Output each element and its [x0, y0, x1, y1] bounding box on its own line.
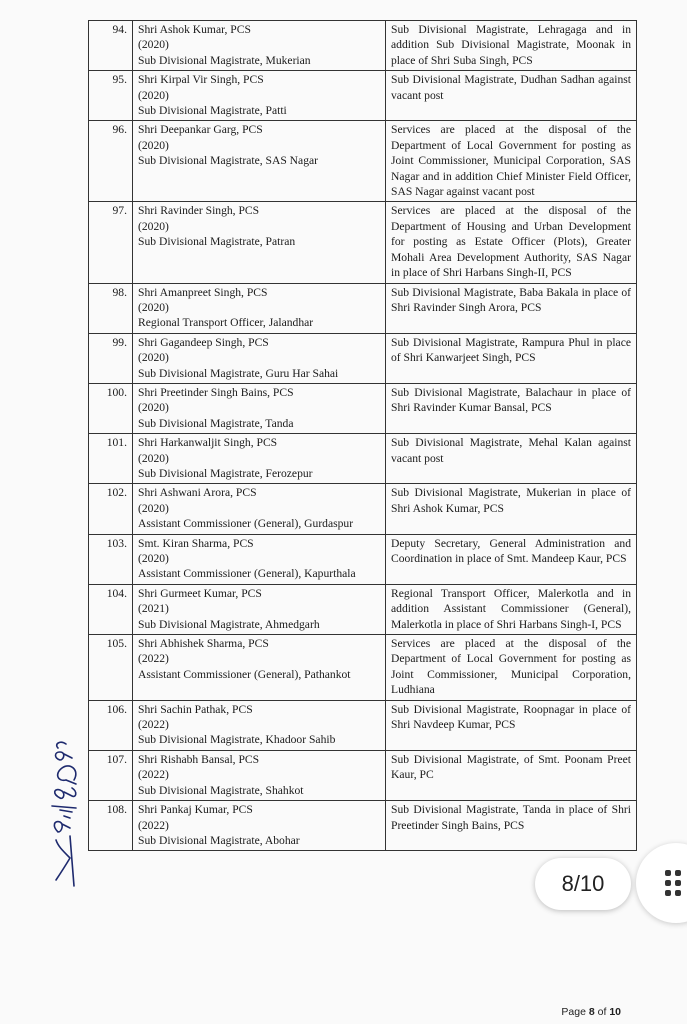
serial-number: 94.	[89, 21, 133, 71]
serial-number: 103.	[89, 534, 133, 584]
serial-number: 96.	[89, 121, 133, 202]
page-footer: Page 8 of 10	[561, 1006, 621, 1018]
officer-cell	[133, 801, 386, 851]
table-row	[89, 21, 637, 71]
officer-batch: (2022)	[138, 818, 169, 832]
serial-number: 104.	[89, 584, 133, 634]
new-posting: Services are placed at the disposal of the Department of Local Government for posting as Joint Commissioner, Municipal Corporation, Ludhiana	[386, 635, 637, 701]
current-posting: Sub Divisional Magistrate, Patti	[138, 104, 287, 118]
new-posting: Sub Divisional Magistrate, Rampura Phul in place of Shri Kanwarjeet Singh, PCS	[386, 333, 637, 383]
table-row	[89, 434, 637, 484]
serial-number: 107.	[89, 750, 133, 800]
officer-cell	[133, 333, 386, 383]
serial-number: 105.	[89, 635, 133, 701]
officer-batch: (2020)	[138, 451, 169, 465]
officer-name: Shri Ravinder Singh, PCS	[138, 204, 260, 218]
current-posting: Sub Divisional Magistrate, SAS Nagar	[138, 154, 319, 168]
officer-batch: (2020)	[138, 401, 169, 415]
page-indicator[interactable]	[535, 858, 631, 910]
current-posting: Sub Divisional Magistrate, Shahkot	[138, 783, 304, 797]
officer-batch: (2020)	[138, 88, 169, 102]
new-posting: Sub Divisional Magistrate, Mukerian in place of Shri Ashok Kumar, PCS	[386, 484, 637, 534]
serial-number: 97.	[89, 202, 133, 283]
current-posting: Sub Divisional Magistrate, Mukerian	[138, 53, 311, 67]
table-row	[89, 700, 637, 750]
officer-name: Shri Amanpreet Singh, PCS	[138, 285, 268, 299]
new-posting: Sub Divisional Magistrate, Balachaur in place of Shri Ravinder Kumar Bansal, PCS	[386, 383, 637, 433]
officer-name: Shri Ashwani Arora, PCS	[138, 486, 257, 500]
officer-batch: (2020)	[138, 351, 169, 365]
officer-name: Shri Rishabh Bansal, PCS	[138, 752, 260, 766]
serial-number: 106.	[89, 700, 133, 750]
table-row	[89, 202, 637, 283]
current-posting: Assistant Commissioner (General), Gurdaspur	[138, 517, 354, 531]
officer-cell	[133, 584, 386, 634]
new-posting: Sub Divisional Magistrate, Tanda in place of Shri Preetinder Singh Bains, PCS	[386, 801, 637, 851]
officer-name: Smt. Kiran Sharma, PCS	[138, 536, 254, 550]
grid-dots-icon	[665, 870, 687, 896]
signature	[36, 740, 86, 890]
table-row	[89, 801, 637, 851]
officer-cell	[133, 283, 386, 333]
officer-name: Shri Kirpal Vir Singh, PCS	[138, 73, 264, 87]
page-indicator-text: 8/10	[561, 871, 605, 896]
table-row	[89, 484, 637, 534]
table-row	[89, 584, 637, 634]
new-posting: Services are placed at the disposal of the Department of Local Government for posting as Joint Commissioner, Municipal Corporation, SAS Nagar and in addition Chief Minister Field Officer, SAS Nagar against vacant post	[386, 121, 637, 202]
officer-batch: (2021)	[138, 602, 169, 616]
officer-name: Shri Pankaj Kumar, PCS	[138, 803, 253, 817]
officer-cell	[133, 383, 386, 433]
serial-number: 95.	[89, 71, 133, 121]
current-posting: Sub Divisional Magistrate, Guru Har Sahai	[138, 366, 339, 380]
current-posting: Assistant Commissioner (General), Pathankot	[138, 667, 351, 681]
serial-number: 108.	[89, 801, 133, 851]
officer-batch: (2020)	[138, 138, 169, 152]
new-posting: Regional Transport Officer, Malerkotla and in addition Assistant Commissioner (General), Malerkotla in place of Shri Harbans Singh-I, PCS	[386, 584, 637, 634]
officer-batch: (2022)	[138, 718, 169, 732]
officer-cell	[133, 71, 386, 121]
officer-cell	[133, 202, 386, 283]
table-row	[89, 121, 637, 202]
officer-batch: (2020)	[138, 38, 169, 52]
officer-name: Shri Gagandeep Singh, PCS	[138, 335, 269, 349]
serial-number: 99.	[89, 333, 133, 383]
current-posting: Sub Divisional Magistrate, Ahmedgarh	[138, 617, 320, 631]
new-posting: Sub Divisional Magistrate, Lehragaga and in addition Sub Divisional Magistrate, Moonak in place of Shri Suba Singh, PCS	[386, 21, 637, 71]
officer-batch: (2020)	[138, 501, 169, 515]
menu-button[interactable]	[636, 843, 687, 923]
current-posting: Regional Transport Officer, Jalandhar	[138, 316, 314, 330]
table-row	[89, 635, 637, 701]
current-posting: Sub Divisional Magistrate, Tanda	[138, 416, 294, 430]
officer-cell	[133, 484, 386, 534]
transfer-orders-table	[88, 20, 637, 851]
table-row	[89, 383, 637, 433]
new-posting: Services are placed at the disposal of the Department of Housing and Urban Development for posting as Estate Officer (Plots), Greater Mohali Area Development Authority, SAS Nagar in place of Shri Harbans Singh-II, PCS	[386, 202, 637, 283]
table-row	[89, 534, 637, 584]
officer-batch: (2020)	[138, 300, 169, 314]
new-posting: Sub Divisional Magistrate, Roopnagar in place of Shri Navdeep Kumar, PCS	[386, 700, 637, 750]
serial-number: 100.	[89, 383, 133, 433]
serial-number: 98.	[89, 283, 133, 333]
officer-cell	[133, 700, 386, 750]
officer-batch: (2020)	[138, 552, 169, 565]
current-posting: Sub Divisional Magistrate, Khadoor Sahib	[138, 733, 336, 747]
current-posting: Sub Divisional Magistrate, Abohar	[138, 833, 300, 847]
table-row	[89, 750, 637, 800]
officer-name: Shri Abhishek Sharma, PCS	[138, 637, 269, 651]
officer-name: Shri Preetinder Singh Bains, PCS	[138, 385, 294, 399]
current-posting: Sub Divisional Magistrate, Patran	[138, 235, 296, 249]
officer-cell	[133, 121, 386, 202]
table-row	[89, 333, 637, 383]
officer-batch: (2022)	[138, 652, 169, 666]
new-posting: Sub Divisional Magistrate, Mehal Kalan against vacant post	[386, 434, 637, 484]
officer-name: Shri Gurmeet Kumar, PCS	[138, 586, 262, 600]
new-posting: Sub Divisional Magistrate, Baba Bakala in place of Shri Ravinder Singh Arora, PCS	[386, 283, 637, 333]
officer-name: Shri Deepankar Garg, PCS	[138, 123, 263, 137]
officer-name: Shri Harkanwaljit Singh, PCS	[138, 436, 278, 450]
officer-cell	[133, 750, 386, 800]
table-row	[89, 71, 637, 121]
officer-cell	[133, 534, 386, 584]
new-posting: Sub Divisional Magistrate, of Smt. Poonam Preet Kaur, PC	[386, 750, 637, 800]
officer-name: Shri Ashok Kumar, PCS	[138, 23, 251, 36]
current-posting: Assistant Commissioner (General), Kapurthala	[138, 567, 356, 581]
officer-batch: (2020)	[138, 219, 169, 233]
officer-cell	[133, 635, 386, 701]
officer-name: Shri Sachin Pathak, PCS	[138, 702, 253, 716]
officer-cell	[133, 434, 386, 484]
new-posting: Sub Divisional Magistrate, Dudhan Sadhan against vacant post	[386, 71, 637, 121]
officer-cell	[133, 21, 386, 71]
table-row	[89, 283, 637, 333]
officer-batch: (2022)	[138, 768, 169, 782]
serial-number: 101.	[89, 434, 133, 484]
serial-number: 102.	[89, 484, 133, 534]
new-posting: Deputy Secretary, General Administration and Coordination in place of Smt. Mandeep Kaur, PCS	[386, 534, 637, 584]
current-posting: Sub Divisional Magistrate, Ferozepur	[138, 466, 313, 480]
